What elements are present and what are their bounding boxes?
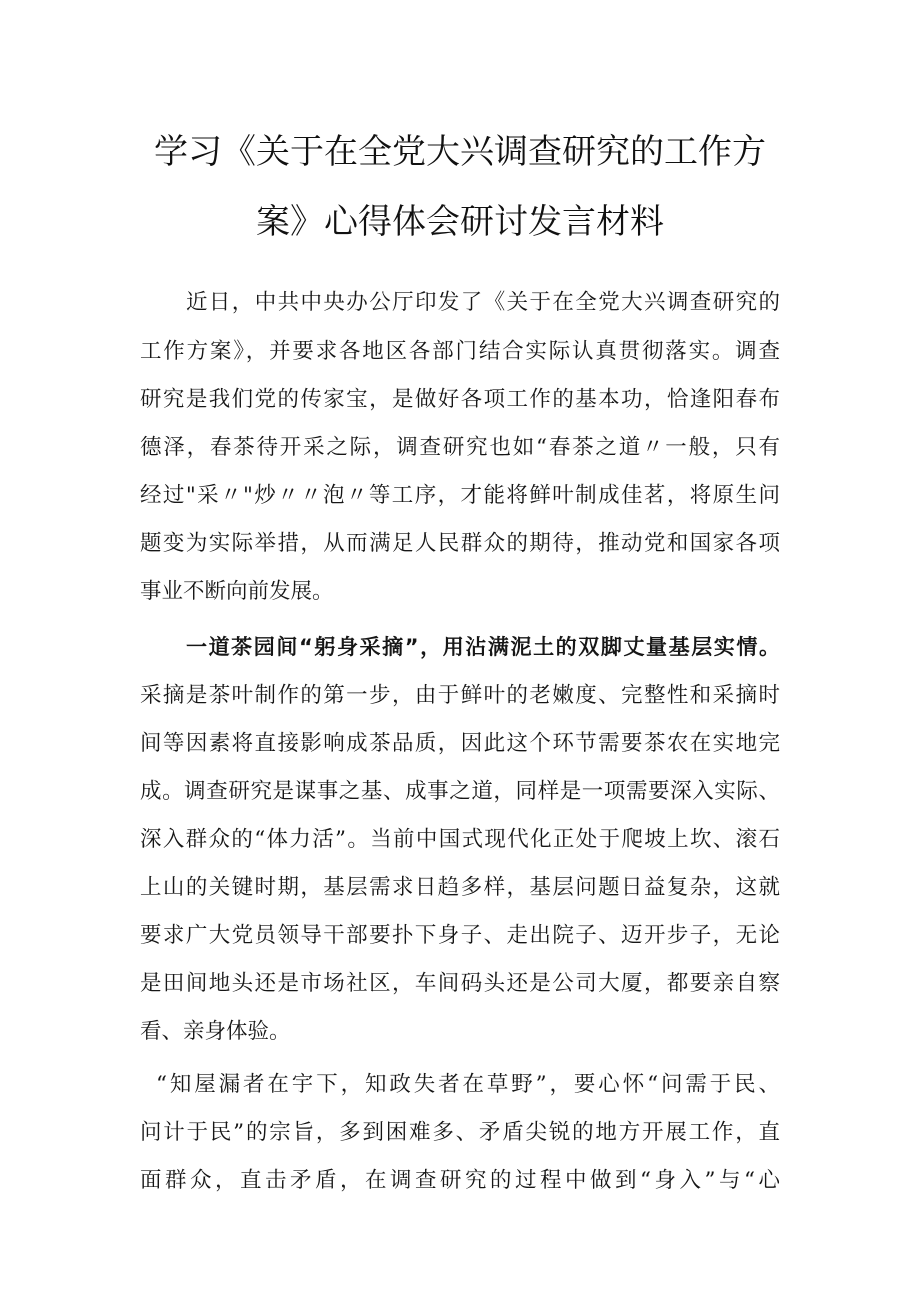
paragraph-2-line: 深入群众的“体力活”。当前中国式现代化正处于爬坡上坎、滚石 <box>140 827 780 852</box>
document-title-line-2: 案》心得体会研讨发言材料 <box>256 202 664 242</box>
paragraph-1-line: 德泽，春茶待开采之际，调查研究也如“春茶之道〃一般，只有 <box>140 435 780 460</box>
paragraph-3-line: “知屋漏者在宇下，知政失者在草野”，要心怀“问需于民、 <box>156 1072 780 1097</box>
paragraph-1-line: 工作方案》，并要求各地区各部门结合实际认真贯彻落实。调查 <box>140 339 780 364</box>
paragraph-2-line: 是田间地头还是市场社区，车间码头还是公司大厦，都要亲自察 <box>140 971 780 996</box>
section-heading: 一道茶园间“躬身采摘”，用沾满泥土的双脚丈量基层实情。 <box>186 635 780 659</box>
paragraph-1-line: 事业不断向前发展。 <box>140 579 334 604</box>
paragraph-1-line: 题变为实际举措，从而满足人民群众的期待，推动党和国家各项 <box>140 531 780 556</box>
paragraph-3-line: 问计于民”的宗旨，多到困难多、矛盾尖锐的地方开展工作，直 <box>140 1120 780 1145</box>
paragraph-1-line: 经过"采〃"炒〃〃泡〃等工序，才能将鲜叶制成佳茗，将原生问 <box>140 483 780 508</box>
paragraph-2-line: 看、亲身体验。 <box>140 1019 291 1044</box>
paragraph-1-line: 研究是我们党的传家宝，是做好各项工作的基本功，恰逢阳春布 <box>140 387 780 412</box>
paragraph-2-line: 上山的关键时期，基层需求日趋多样，基层问题日益复杂，这就 <box>140 875 780 900</box>
paragraph-2-line: 要求广大党员领导干部要扑下身子、走出院子、迈开步子，无论 <box>140 923 780 948</box>
document-title-line-1: 学习《关于在全党大兴调查研究的工作方 <box>154 132 766 172</box>
paragraph-3-line: 面群众，直击矛盾，在调查研究的过程中做到“身入”与“心 <box>140 1168 780 1193</box>
paragraph-2-line: 成。调查研究是谋事之基、成事之道，同样是一项需要深入实际、 <box>140 779 780 804</box>
paragraph-2-line: 采摘是茶叶制作的第一步，由于鲜叶的老嫩度、完整性和采摘时 <box>140 683 780 708</box>
paragraph-1-line: 近日，中共中央办公厅印发了《关于在全党大兴调查研究的 <box>186 290 780 315</box>
paragraph-2-line: 间等因素将直接影响成茶品质，因此这个环节需要茶农在实地完 <box>140 731 780 756</box>
